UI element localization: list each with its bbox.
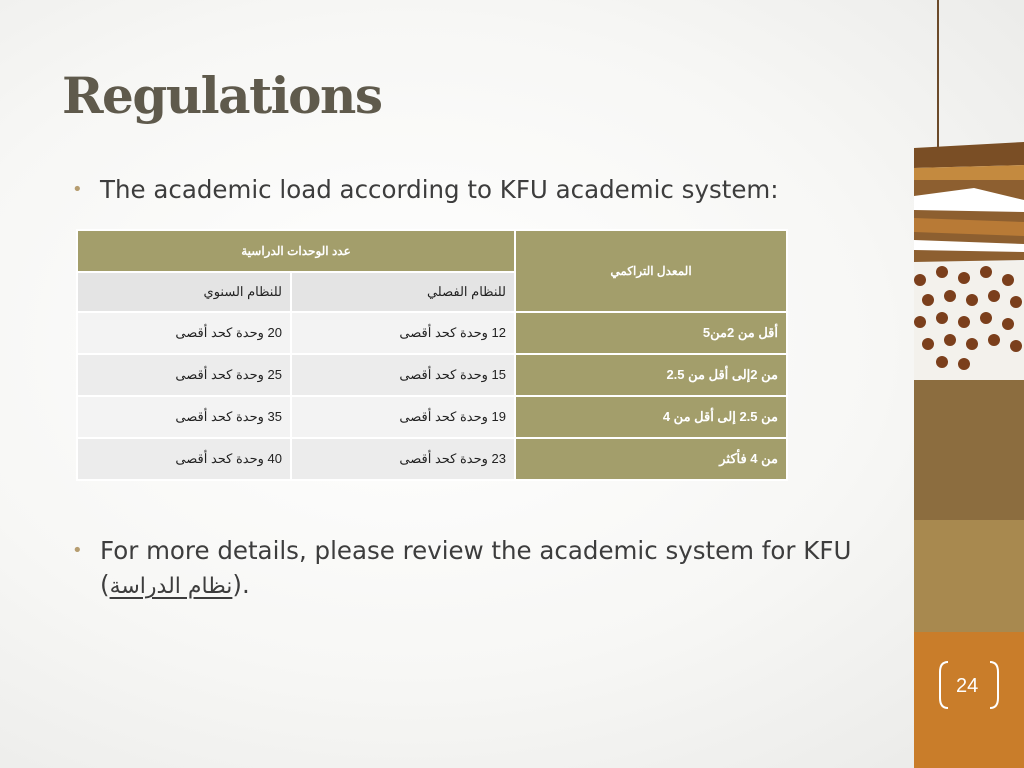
semester-cell: 15 وحدة كحد أقصى <box>291 354 515 396</box>
slide-title: Regulations <box>62 66 382 125</box>
bullet-text: The academic load according to KFU academic system: <box>100 175 779 204</box>
subheader-annual: للنظام السنوي <box>77 272 291 312</box>
academic-system-link[interactable]: نظام الدراسة <box>109 574 233 599</box>
table-row <box>77 438 787 480</box>
bullet-dot: • <box>72 540 83 561</box>
gpa-cell: أقل من 2من5 <box>515 312 787 354</box>
semester-cell: 19 وحدة كحد أقصى <box>291 396 515 438</box>
table-row <box>77 354 787 396</box>
table-row <box>77 312 787 354</box>
gpa-cell: من 2إلى أقل من 2.5 <box>515 354 787 396</box>
annual-cell: 25 وحدة كحد أقصى <box>77 354 291 396</box>
gpa-cell: من 2.5 إلى أقل من 4 <box>515 396 787 438</box>
gpa-cell: من 4 فأكثر <box>515 438 787 480</box>
kfu-tower-decoration <box>914 0 1024 768</box>
bullet2-suffix: ). <box>232 570 250 599</box>
semester-cell: 12 وحدة كحد أقصى <box>291 312 515 354</box>
bullet-text <box>72 534 902 604</box>
header-gpa: المعدل التراكمي <box>515 230 787 312</box>
bullet-more-details <box>72 534 902 604</box>
subheader-semester: للنظام الفصلي <box>291 272 515 312</box>
header-units: عدد الوحدات الدراسية <box>77 230 515 272</box>
semester-cell: 23 وحدة كحد أقصى <box>291 438 515 480</box>
annual-cell: 35 وحدة كحد أقصى <box>77 396 291 438</box>
bullet-dot: • <box>72 179 83 200</box>
annual-cell: 40 وحدة كحد أقصى <box>77 438 291 480</box>
academic-load-table <box>76 229 788 481</box>
annual-cell: 20 وحدة كحد أقصى <box>77 312 291 354</box>
bullet2-prefix: For more details, please review the academic system for KFU ( <box>100 536 852 599</box>
table-row <box>77 396 787 438</box>
page-number: 24 <box>956 675 979 697</box>
bullet-academic-load <box>72 173 832 207</box>
